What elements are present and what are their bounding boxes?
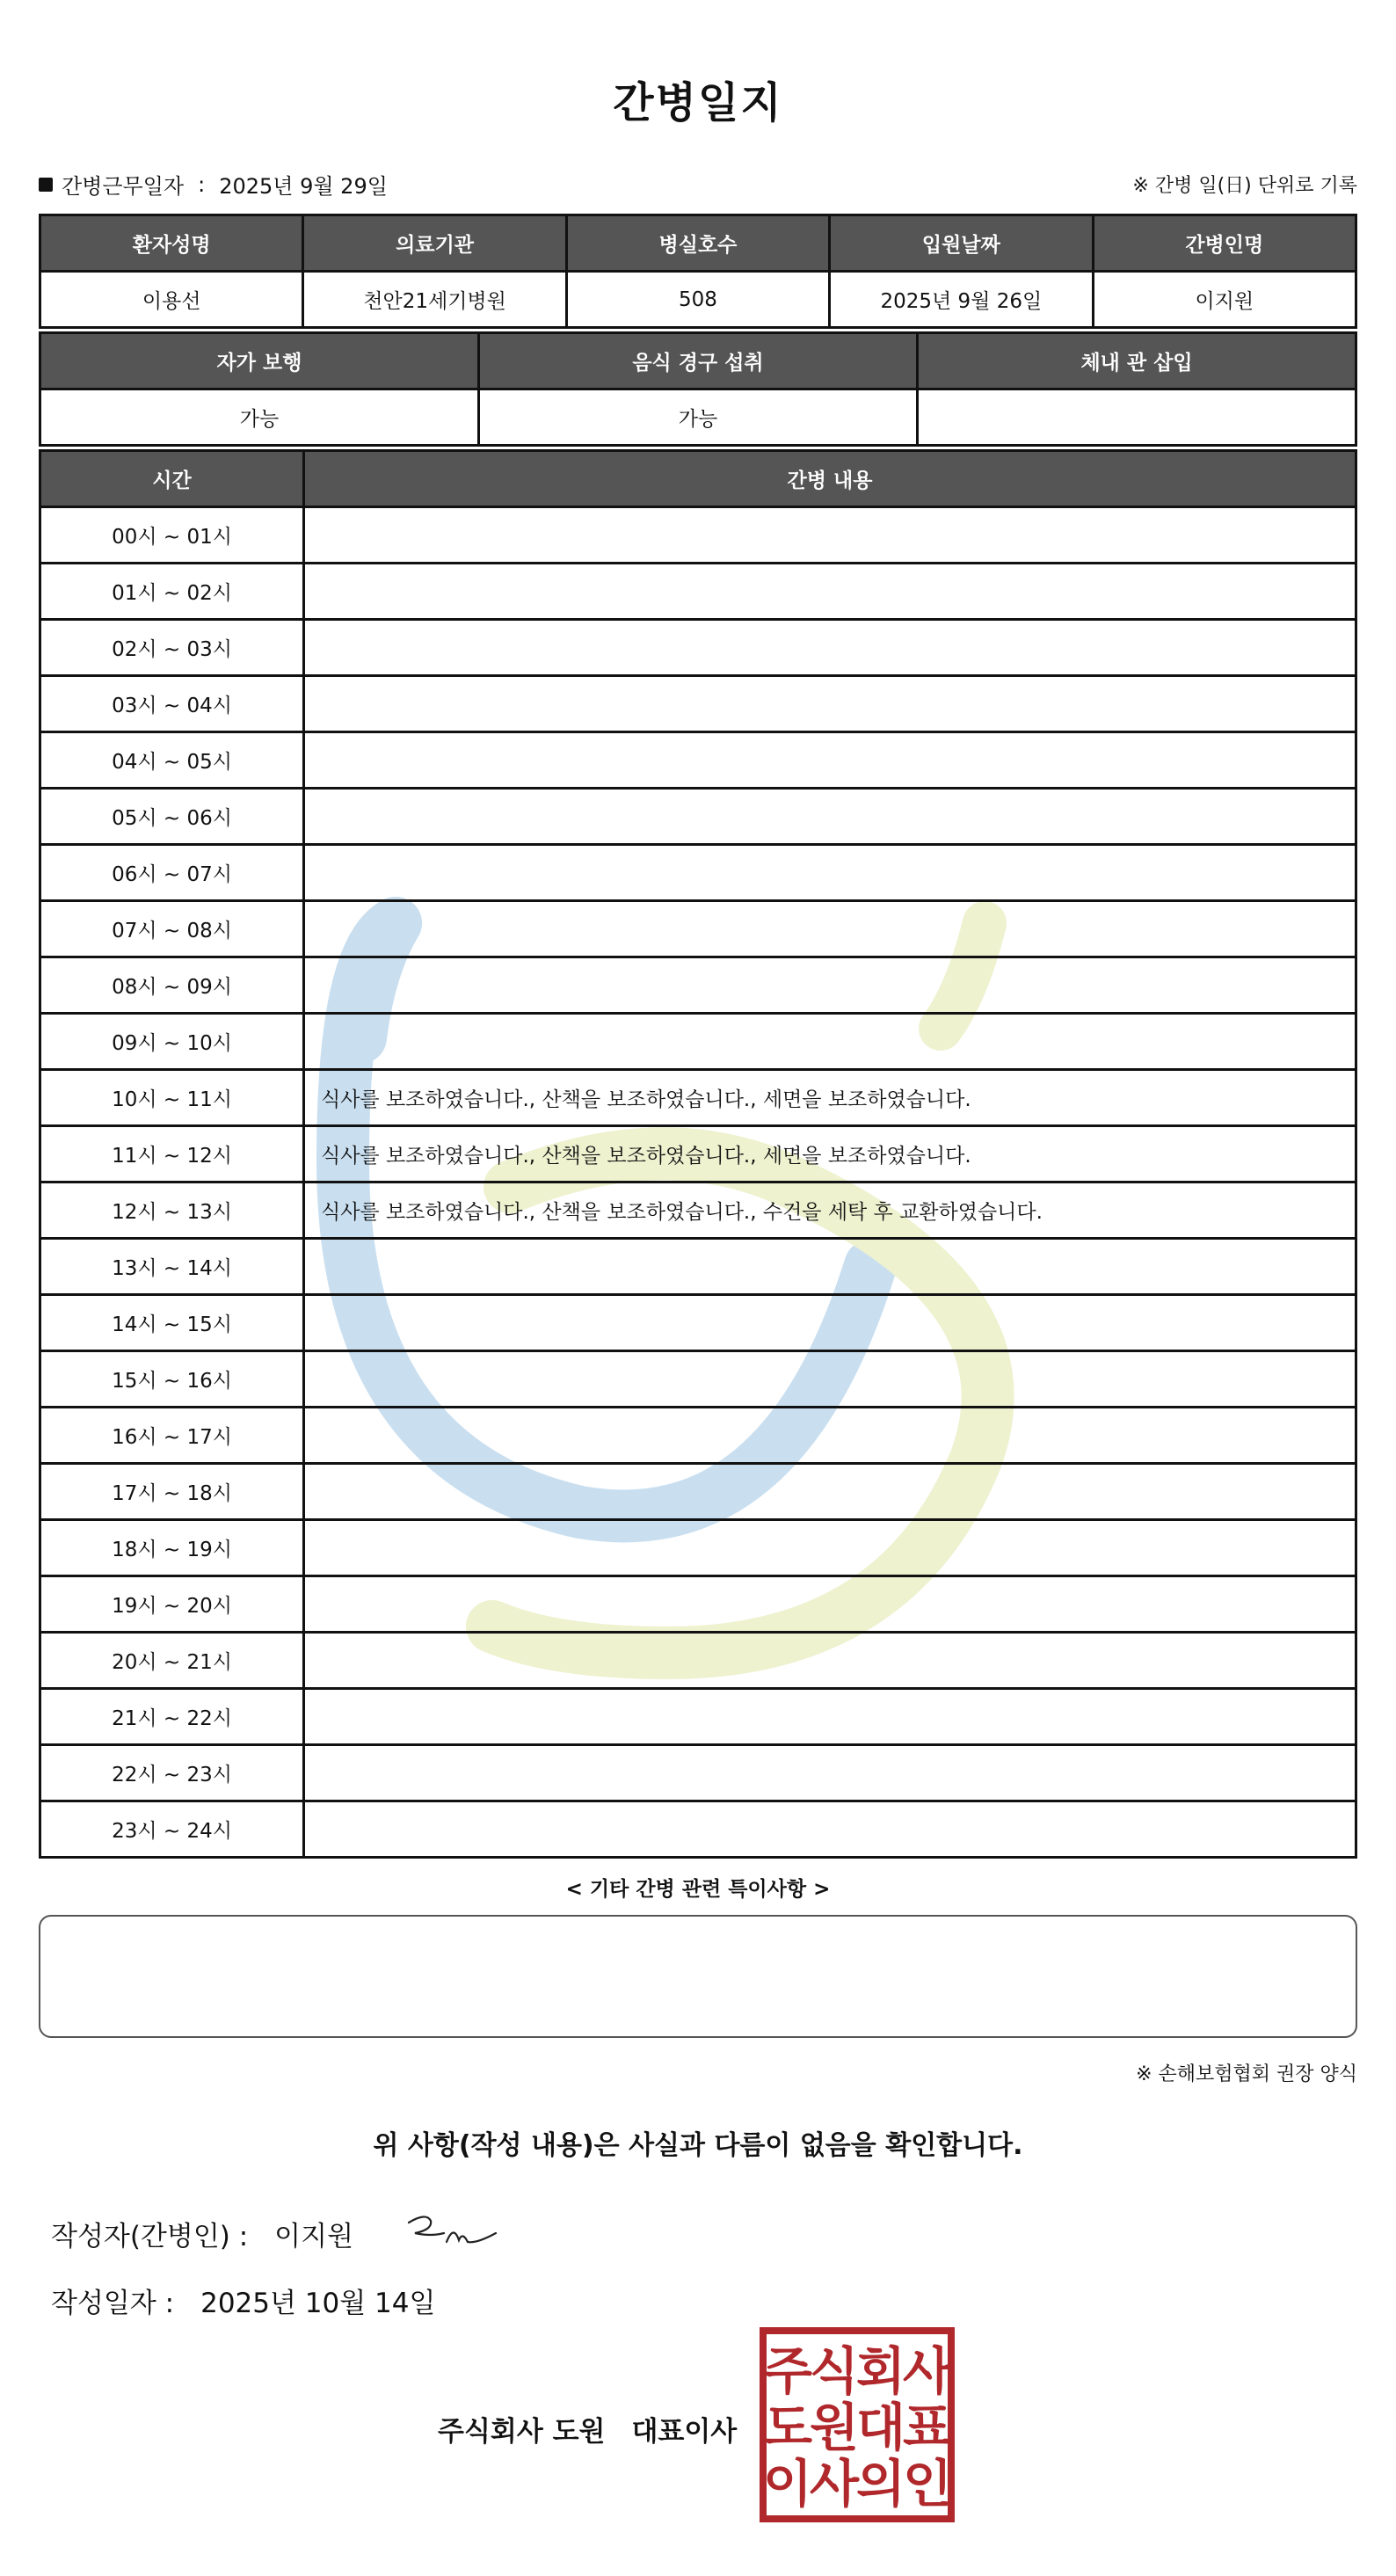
table-row — [40, 732, 1356, 789]
table-row — [40, 564, 1356, 620]
table-row — [40, 1239, 1356, 1295]
care-content: 식사를 보조하였습니다., 산책을 보조하였습니다., 세면을 보조하였습니다. — [304, 1126, 1356, 1182]
table-row — [40, 1745, 1356, 1801]
writer-label: 작성자(간병인) : — [51, 2221, 249, 2252]
written-date-value: 2025년 10월 14일 — [200, 2288, 436, 2319]
table-row — [40, 507, 1356, 564]
time-slot: 05시 ~ 06시 — [40, 789, 304, 845]
time-slot: 16시 ~ 17시 — [40, 1408, 304, 1464]
table-row — [40, 1182, 1356, 1239]
table-row — [40, 1351, 1356, 1408]
signature-mark — [404, 2207, 501, 2259]
seal-character: 인 — [902, 2454, 953, 2514]
seal-character: 회 — [855, 2341, 906, 2401]
work-date-value: 2025년 9월 29일 — [219, 174, 388, 199]
time-slot: 17시 ~ 18시 — [40, 1464, 304, 1520]
seal-character: 의 — [855, 2454, 906, 2514]
care-content: 식사를 보조하였습니다., 산책을 보조하였습니다., 세면을 보조하였습니다. — [304, 1070, 1356, 1126]
company-seal-stamp — [758, 2325, 956, 2524]
remarks-box — [39, 1915, 1357, 2038]
caregiver-name: 이지원 — [1093, 272, 1356, 328]
care-content — [304, 676, 1356, 732]
care-content — [304, 1351, 1356, 1408]
care-content: 식사를 보조하였습니다., 산책을 보조하였습니다., 수건을 세탁 후 교환하였습니다. — [304, 1182, 1356, 1239]
time-slot: 12시 ~ 13시 — [40, 1182, 304, 1239]
header-oral-intake: 음식 경구 섭취 — [479, 333, 918, 389]
page-title: 간병일지 — [613, 78, 783, 127]
status-value-row — [40, 389, 1356, 446]
table-row — [40, 676, 1356, 732]
time-slot: 03시 ~ 04시 — [40, 676, 304, 732]
header-hospital: 의료기관 — [303, 215, 566, 272]
table-row — [40, 957, 1356, 1014]
time-slot: 22시 ~ 23시 — [40, 1745, 304, 1801]
time-slot: 20시 ~ 21시 — [40, 1633, 304, 1689]
care-content — [304, 1408, 1356, 1464]
seal-character: 표 — [902, 2398, 953, 2457]
written-date-line — [51, 2281, 435, 2320]
oral-intake-value: 가능 — [479, 389, 918, 446]
care-content — [304, 1239, 1356, 1295]
work-date-separator: : — [198, 171, 206, 197]
patient-info-table — [39, 214, 1357, 329]
table-row — [40, 1520, 1356, 1576]
table-row — [40, 845, 1356, 901]
care-log-table — [39, 449, 1357, 1859]
time-slot: 06시 ~ 07시 — [40, 845, 304, 901]
header-patient-name: 환자성명 — [40, 215, 303, 272]
remarks-title: < 기타 간병 관련 특이사항 > — [565, 1878, 831, 1901]
care-content — [304, 564, 1356, 620]
time-slot: 18시 ~ 19시 — [40, 1520, 304, 1576]
time-slot: 23시 ~ 24시 — [40, 1801, 304, 1858]
time-slot: 02시 ~ 03시 — [40, 620, 304, 676]
care-content — [304, 1689, 1356, 1745]
time-slot: 04시 ~ 05시 — [40, 732, 304, 789]
care-content — [304, 507, 1356, 564]
care-content — [304, 1464, 1356, 1520]
seal-character: 원 — [809, 2398, 860, 2457]
patient-info-header-row — [40, 215, 1356, 272]
tube-insertion-value — [918, 389, 1356, 446]
seal-character: 도 — [762, 2398, 813, 2457]
seal-character: 사 — [902, 2341, 953, 2401]
table-row — [40, 1295, 1356, 1351]
seal-character: 식 — [809, 2341, 860, 2401]
table-row — [40, 1408, 1356, 1464]
work-date-line — [39, 169, 388, 200]
table-row — [40, 1464, 1356, 1520]
time-slot: 08시 ~ 09시 — [40, 957, 304, 1014]
table-row — [40, 1633, 1356, 1689]
writer-name: 이지원 — [274, 2221, 354, 2252]
header-self-walking: 자가 보행 — [40, 333, 479, 389]
time-slot: 09시 ~ 10시 — [40, 1014, 304, 1070]
care-content — [304, 1576, 1356, 1633]
admission-date: 2025년 9월 26일 — [830, 272, 1093, 328]
care-content — [304, 732, 1356, 789]
header-caregiver-name: 간병인명 — [1093, 215, 1356, 272]
seal-character: 대 — [855, 2398, 906, 2457]
company-line — [438, 2409, 737, 2449]
care-content — [304, 1014, 1356, 1070]
written-date-label: 작성일자 : — [51, 2288, 175, 2319]
care-content — [304, 901, 1356, 957]
time-slot: 11시 ~ 12시 — [40, 1126, 304, 1182]
table-row — [40, 1576, 1356, 1633]
self-walking-value: 가능 — [40, 389, 479, 446]
confirmation-statement: 위 사항(작성 내용)은 사실과 다름이 없음을 확인합니다. — [373, 2130, 1023, 2161]
recommend-note: ※ 손해보험협회 권장 양식 — [1136, 2063, 1357, 2085]
bullet-square-icon — [39, 178, 53, 192]
company-name: 주식회사 도원 — [438, 2416, 606, 2448]
care-content — [304, 957, 1356, 1014]
patient-name: 이용선 — [40, 272, 303, 328]
daily-record-note: ※ 간병 일(日) 단위로 기록 — [1132, 175, 1357, 197]
table-row — [40, 901, 1356, 957]
care-content — [304, 1295, 1356, 1351]
seal-character: 주 — [762, 2341, 813, 2401]
time-slot: 07시 ~ 08시 — [40, 901, 304, 957]
table-row — [40, 620, 1356, 676]
company-title: 대표이사 — [631, 2416, 738, 2448]
work-date-label: 간병근무일자 — [62, 174, 185, 199]
status-header-row — [40, 333, 1356, 389]
header-time: 시간 — [40, 451, 304, 507]
table-row — [40, 1689, 1356, 1745]
care-content — [304, 845, 1356, 901]
header-admission-date: 입원날짜 — [830, 215, 1093, 272]
seal-character: 이 — [762, 2454, 813, 2514]
hospital-name: 천안21세기병원 — [303, 272, 566, 328]
care-content — [304, 1801, 1356, 1858]
time-slot: 01시 ~ 02시 — [40, 564, 304, 620]
header-care-content: 간병 내용 — [304, 451, 1356, 507]
care-content — [304, 1633, 1356, 1689]
header-room-number: 병실호수 — [566, 215, 829, 272]
table-row — [40, 789, 1356, 845]
time-slot: 15시 ~ 16시 — [40, 1351, 304, 1408]
time-slot: 19시 ~ 20시 — [40, 1576, 304, 1633]
patient-status-table — [39, 331, 1357, 447]
care-content — [304, 1520, 1356, 1576]
room-number: 508 — [566, 272, 829, 328]
time-slot: 00시 ~ 01시 — [40, 507, 304, 564]
time-slot: 10시 ~ 11시 — [40, 1070, 304, 1126]
table-row — [40, 1070, 1356, 1126]
care-content — [304, 1745, 1356, 1801]
patient-info-value-row — [40, 272, 1356, 328]
seal-character: 사 — [809, 2454, 860, 2514]
writer-line — [51, 2214, 353, 2253]
time-slot: 14시 ~ 15시 — [40, 1295, 304, 1351]
table-row — [40, 1126, 1356, 1182]
header-tube-insertion: 체내 관 삽입 — [918, 333, 1356, 389]
care-content — [304, 620, 1356, 676]
log-header-row — [40, 451, 1356, 507]
time-slot: 21시 ~ 22시 — [40, 1689, 304, 1745]
care-content — [304, 789, 1356, 845]
time-slot: 13시 ~ 14시 — [40, 1239, 304, 1295]
table-row — [40, 1801, 1356, 1858]
table-row — [40, 1014, 1356, 1070]
